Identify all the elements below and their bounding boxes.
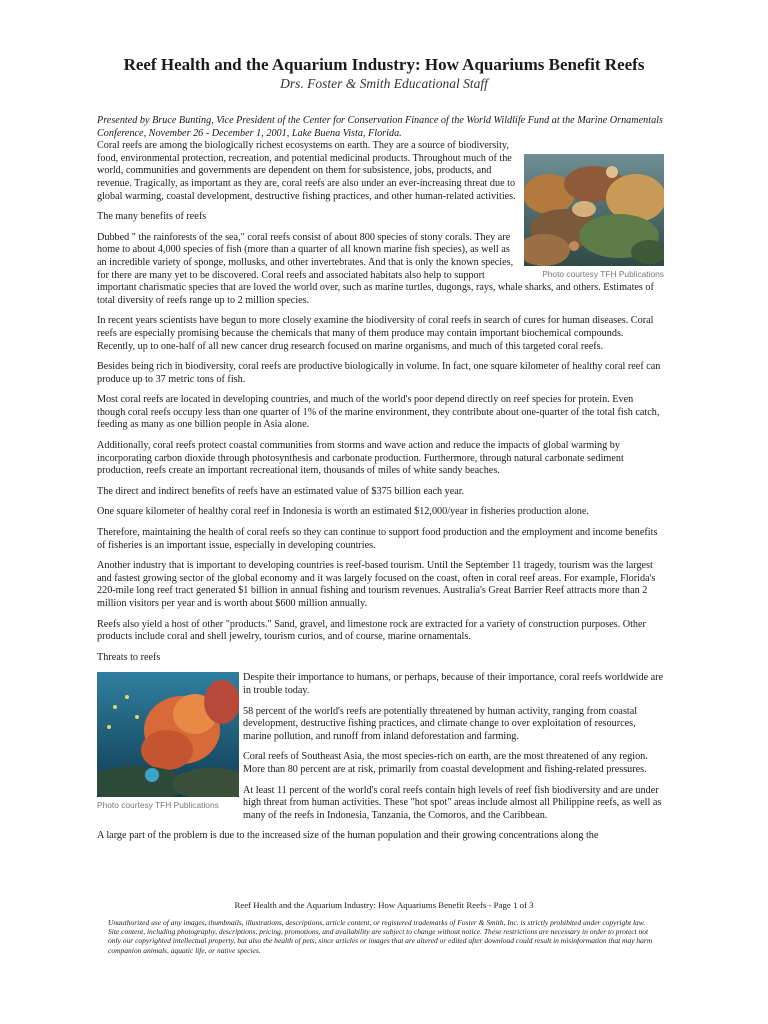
photo-caption: Photo courtesy TFH Publications: [97, 800, 219, 811]
reef-fish-photo: [97, 672, 239, 797]
page-title: Reef Health and the Aquarium Industry: How Aquariums Benefit Reefs: [123, 55, 645, 74]
paragraph: The direct and indirect benefits of reefs have an estimated value of $375 billion each year.: [97, 485, 465, 497]
paragraph: One square kilometer of healthy coral reef in Indonesia is worth an estimated $12,000/year in fisheries production alone.: [97, 506, 589, 518]
paragraph: 58 percent of the world's reefs are potentially threatened by human activity, ranging from coastal development, destructive fishing practices, and climate change to over exploitation of resources, marine pollution, and runoff from inland deforestation and farming.: [243, 705, 638, 742]
article-body: [97, 115, 664, 851]
coral-photo-top: [524, 154, 664, 281]
paragraph: Reefs also yield a host of other "products." Sand, gravel, and limestone rock are extracted for a variety of construction purposes. Other products include coral and shell jewelry, tourism curios, and of course, marine ornamentals.: [97, 618, 646, 643]
paragraph: Additionally, coral reefs protect coastal communities from storms and wave action and reduce the impacts of global warming by incorporating carbon dioxide through photosynthesis and carbonate production. Furthermore, through natural carbonate sediment production, reefs create an important recreational item, thousands of miles of white sandy beaches.: [97, 440, 624, 477]
coral-photo-bottom: [97, 672, 239, 812]
copyright-disclaimer: Unauthorized use of any images, thumbnails, illustrations, descriptions, article content, or registered trademarks of Foster & Smith, Inc. is strictly prohibited under copyright law. Site content, including photography, descriptions, pricing, promotions, and availability are subject to change without notice. These restrictions are necessary in order to protect not only our copyrighted intellectual property, but also the health of pets, since articles or images that are altered or edited after download could result in misinformation that may harm companion animals, aquatic life, or native species.: [108, 918, 653, 955]
paragraph: At least 11 percent of the world's coral reefs contain high levels of reef fish biodiversity and are under high threat from human activities. These "hot spot" areas include almost all Philippine reefs, as well as many of the reefs in Indonesia, Tanzania, the Comoros, and the Caribbean.: [243, 784, 662, 821]
paragraph: In recent years scientists have begun to more closely examine the biodiversity of coral reefs in search of cures for human diseases. Coral reefs are especially promising because the chemicals that many of them produce may contain important biochemical compounds. Recently, up to one-half of all new cancer drug research focused on marine organisms, and much of this targeted coral reefs.: [97, 315, 654, 352]
paragraph: Another industry that is important to developing countries is reef-based tourism. Until the September 11 tragedy, tourism was the largest and fastest growing sector of the global economy and it was largely focused on the coast, often in coral reef areas. For example, Florida's 220-mile long reef tract generated $1 billion in annual fishing and tourism revenues. Australia's Great Barrier Reef attracts more than 2 million visitors per year and is worth about $600 million annually.: [97, 560, 656, 609]
paragraph: Despite their importance to humans, or perhaps, because of their importance, coral reefs worldwide are in trouble today.: [243, 672, 664, 696]
photo-caption: Photo courtesy TFH Publications: [542, 269, 664, 280]
paragraph: A large part of the problem is due to the increased size of the human population and their growing concentrations along the: [97, 830, 599, 842]
paragraph: Therefore, maintaining the health of coral reefs so they can continue to support food production and the employment and income benefits of fisheries is an important issue, especially in developing countries.: [97, 527, 658, 551]
paragraph: Most coral reefs are located in developing countries, and much of the world's poor depend directly on reef species for protein. Even though coral reefs occupy less than one quarter of 1% of the marine environment, they contribute about one-quarter of the total fish catch, feeding as many as one billion people in Asia alone.: [97, 394, 660, 431]
page-subtitle: Drs. Foster & Smith Educational Staff: [280, 76, 488, 91]
paragraph: Besides being rich in biodiversity, coral reefs are productive biologically in volume. In fact, one square kilometer of healthy coral reef can produce up to 37 metric tons of fish.: [97, 361, 661, 385]
page-footer: Reef Health and the Aquarium Industry: How Aquariums Benefit Reefs - Page 1 of 3: [234, 900, 534, 910]
presented-by: Presented by Bruce Bunting, Vice President of the Center for Conservation Finance of the World Wildlife Fund at the Marine Ornamentals Conference, November 26 - December 1, 2001, Lake Buena Vista, Florida.: [97, 115, 663, 139]
section-heading-threats: Threats to reefs: [97, 651, 161, 663]
section-heading-benefits: The many benefits of reefs: [97, 211, 207, 223]
coral-reef-photo: [524, 154, 664, 266]
paragraph: Dubbed " the rainforests of the sea," coral reefs consist of about 800 species of stony corals. They are home to about 4,000 species of fish (more than a quarter of all known marine fish species), as well as an incredible variety of sponge, mollusks, and other invertebrates. And that is only the known species, for there are many yet to be discovered. Coral reefs and associated habitats also help to support important charismatic species that are loved the world over, such as marine turtles, dugongs, rays, whale sharks, and others. Estimates of total diversity of reefs range up to 2 million species.: [97, 231, 654, 306]
paragraph: Coral reefs of Southeast Asia, the most species-rich on earth, are the most threatened of any region. More than 80 percent are at risk, primarily from coastal development and fishing-related pressures.: [243, 751, 648, 775]
paragraph: Coral reefs are among the biologically richest ecosystems on earth. They are a source of biodiversity, food, environmental protection, recreation, and potential medicinal products. Throughout much of the world, communities and governments are dependent on them for subsistence, jobs, products, and revenue. Tragically, as important as they are, coral reefs are also under an ever-increasing threat due to global warming, coastal development, destructive fishing practices, and other human-related activities.: [97, 140, 516, 202]
